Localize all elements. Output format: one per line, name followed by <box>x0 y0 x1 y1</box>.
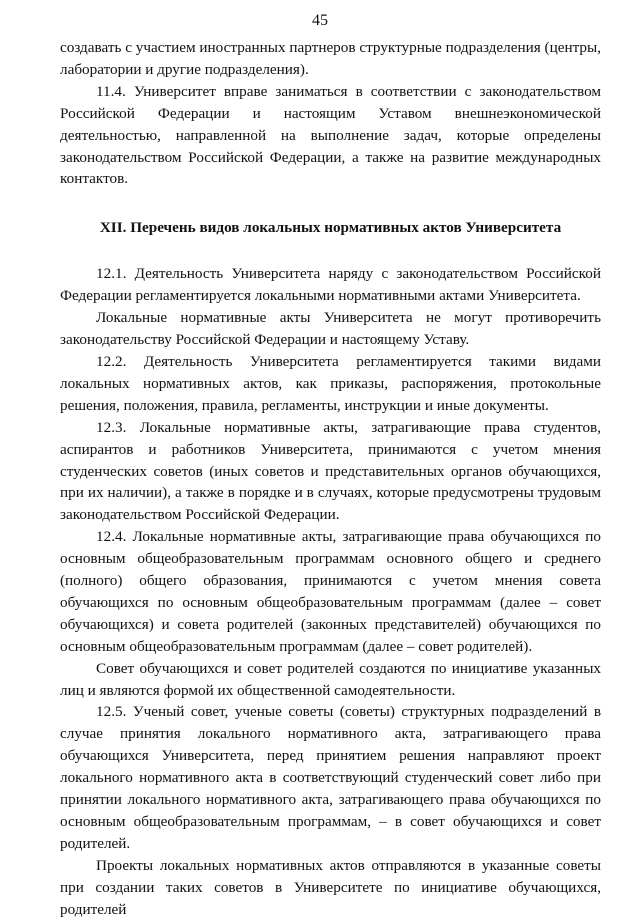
paragraph-12-4: 12.4. Локальные нормативные акты, затрагивающие права обучающихся по основным общеобразовательным программам основного общего и среднего (полного) общего образования, принимаются с учетом мнения совета обучающихся по основным общеобразовательным программам (далее – совет обучающихся) и совета родителей (законных представителей) обучающихся по основным общеобразовательным программам (далее – совет родителей). <box>60 528 601 655</box>
page-number: 45 <box>312 12 328 29</box>
paragraph-continuation: создавать с участием иностранных партнеров структурные подразделения (центры, лаборатории и другие подразделения). <box>60 39 601 78</box>
paragraph-12-4-councils: Совет обучающихся и совет родителей создаются по инициативе указанных лиц и являются формой их общественной самодеятельности. <box>60 659 601 699</box>
section-xi-continuation <box>60 37 601 190</box>
page-body <box>60 37 601 921</box>
paragraph-12-1-local-acts: Локальные нормативные акты Университета не могут противоречить законодательству Российской Федерации и настоящему Уставу. <box>60 309 601 349</box>
section-xii-body <box>60 263 601 920</box>
paragraph-12-5-drafts: Проекты локальных нормативных актов отправляются в указанные советы при создании таких советов в Университете по инициативе обучающихся, родителей <box>60 856 601 918</box>
paragraph-11-4: 11.4. Университет вправе заниматься в соответствии с законодательством Российской Федерации и настоящим Уставом внешнеэкономической деятельностью, направленной на выполнение задач, которые определены законодательством Российской Федерации, а также на развитие международных контактов. <box>60 82 601 188</box>
paragraph-12-1: 12.1. Деятельность Университета наряду с законодательством Российской Федерации регламентируется локальными нормативными актами Университета. <box>60 265 601 305</box>
paragraph-12-2: 12.2. Деятельность Университета регламентируется такими видами локальных нормативных актов, как приказы, распоряжения, протокольные решения, положения, правила, регламенты, инструкции и иные документы. <box>60 352 601 414</box>
section-heading-xii: XII. Перечень видов локальных нормативных актов Университета <box>99 219 562 237</box>
paragraph-12-5: 12.5. Ученый совет, ученые советы (советы) структурных подразделений в случае принятия локального нормативного акта, затрагивающего права обучающихся Университета, перед принятием решения направляют проект локального нормативного акта в соответствующий студенческий совет либо при принятии локального нормативного акта, затрагивающего права обучающихся по основным общеобразовательным программам, – в совет обучающихся и совет родителей. <box>60 703 601 852</box>
paragraph-12-3: 12.3. Локальные нормативные акты, затрагивающие права студентов, аспирантов и работников Университета, принимаются с учетом мнения студенческих советов (иных советов и представительных органов обучающихся, при их наличии), а также в порядке и в случаях, которые предусмотрены трудовым законодательством Российской Федерации. <box>60 418 601 524</box>
